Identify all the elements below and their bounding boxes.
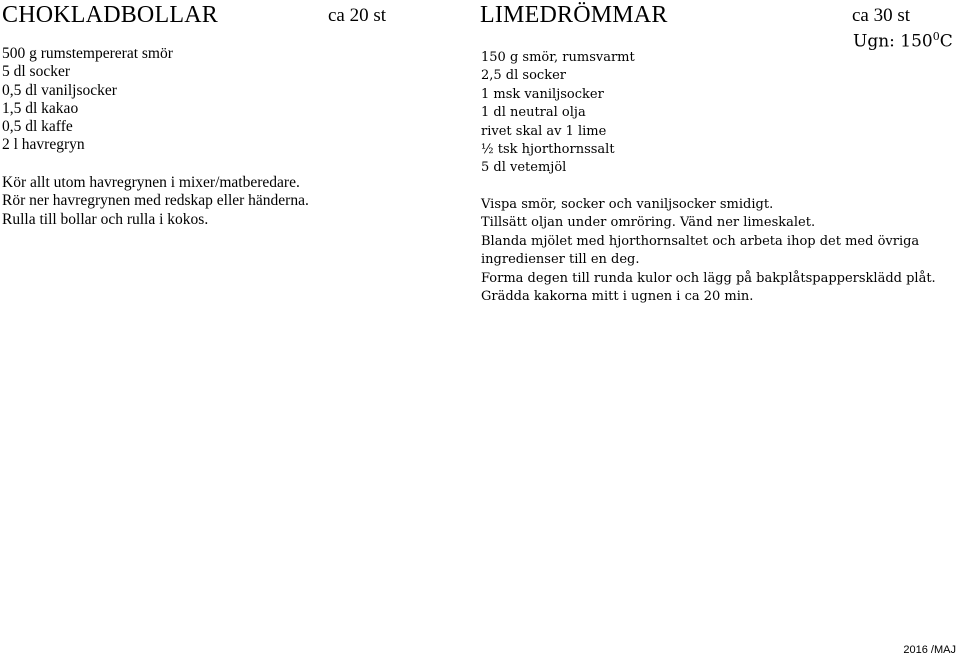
instruction-line: Grädda kakorna mitt i ugnen i ca 20 min.: [481, 289, 754, 305]
recipe-yield-limedrommar: ca 30 st: [852, 5, 911, 26]
instruction-line: Vispa smör, socker och vaniljsocker smidigt.: [481, 197, 774, 212]
instruction-line: Tillsätt oljan under omröring. Vänd ner limeskalet.: [481, 215, 816, 231]
instruction-line: ingredienser till en deg.: [481, 252, 640, 268]
instruction-line: Rulla till bollar och rulla i kokos.: [2, 210, 209, 228]
recipe-yield-chokladbollar: ca 20 st: [328, 5, 387, 26]
ingredient-item: 150 g smör, rumsvarmt: [481, 50, 635, 65]
ingredient-item: 1 dl neutral olja: [481, 105, 586, 121]
ingredient-item: 2 l havregryn: [2, 136, 85, 154]
recipe-title-limedrommar: LIMEDRÖMMAR: [480, 2, 668, 28]
ingredient-item: 5 dl vetemjöl: [481, 160, 567, 176]
oven-temperature-unit: C: [939, 31, 953, 52]
ingredient-item: 500 g rumstempererat smör: [2, 45, 173, 62]
oven-temperature: [853, 27, 953, 52]
instruction-line: Rör ner havregrynen med redskap eller händerna.: [2, 192, 309, 210]
instruction-line: Kör allt utom havregrynen i mixer/matberedare.: [2, 174, 300, 191]
ingredient-item: 5 dl socker: [2, 63, 71, 81]
instruction-list-limedrommar: [481, 196, 936, 306]
instruction-line: Forma degen till runda kulor och lägg på bakplåtspappersklädd plåt.: [481, 270, 936, 286]
ingredient-item: 2,5 dl socker: [481, 68, 566, 84]
ingredient-item: 1 msk vaniljsocker: [481, 86, 604, 102]
footer-credit: 2016 /MAJ: [903, 644, 956, 656]
oven-temperature-value: Ugn: 150: [853, 31, 933, 52]
ingredient-item: 0,5 dl vaniljsocker: [2, 81, 117, 99]
instruction-list-chokladbollar: [2, 174, 309, 229]
recipe-title-chokladbollar: CHOKLADBOLLAR: [2, 2, 218, 28]
instruction-line: Blanda mjölet med hjorthornsaltet och arbeta ihop det med övriga: [481, 233, 920, 249]
ingredient-list-chokladbollar: [2, 45, 173, 155]
ingredient-item: rivet skal av 1 lime: [481, 123, 607, 139]
ingredient-item: 0,5 dl kaffe: [2, 118, 73, 136]
ingredient-item: ½ tsk hjorthornssalt: [481, 142, 615, 158]
ingredient-list-limedrommar: [481, 49, 635, 178]
degree-superscript: 0: [932, 30, 940, 43]
ingredient-item: 1,5 dl kakao: [2, 99, 79, 117]
